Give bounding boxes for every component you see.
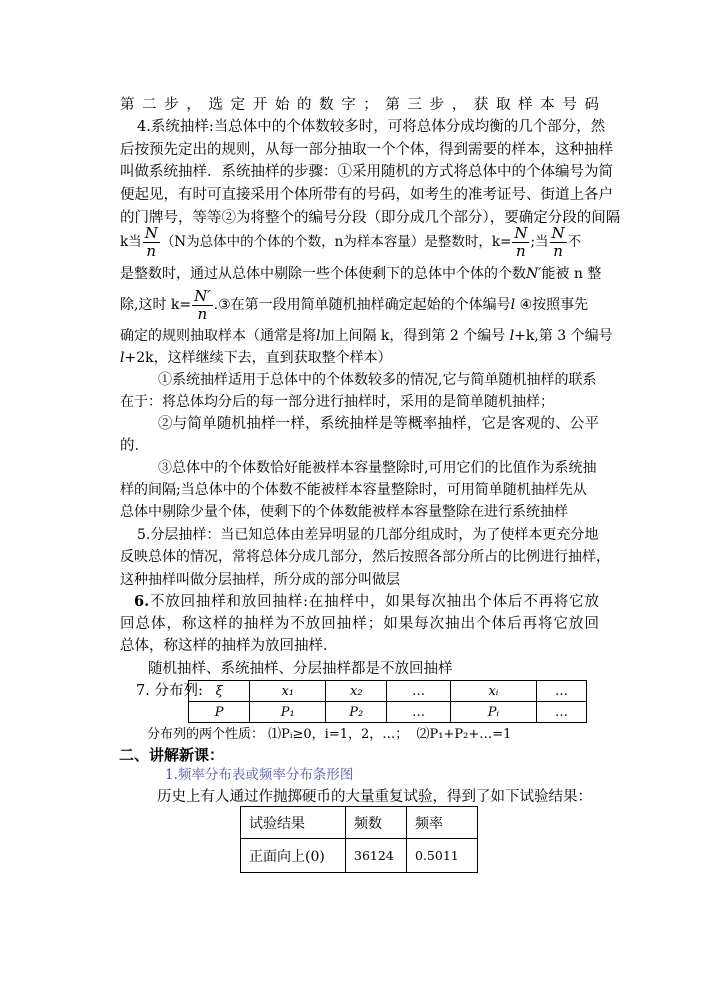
text-line: 5.分层抽样：当已知总体由差异明显的几部分组成时，为了使样本更充分地 (137, 527, 599, 543)
text-line: 确定的规则抽取样本（通常是将l加上间隔 k，得到第 2 个编号 l+k,第 3 个编号 (120, 328, 613, 344)
table-row (189, 681, 587, 702)
table-cell: … (387, 702, 450, 723)
table-cell: 0.5011 (407, 839, 478, 873)
text-line: 后按预先定出的规则，从每一部分抽取一个个体，得到需要的样本，这种抽样 (120, 142, 613, 158)
text-line: 样的间隔;当总体中的个体数不能被样本容量整除时，可用简单随机抽样先从 (120, 482, 587, 498)
table-cell: … (537, 702, 587, 723)
table-cell: x₂ (326, 681, 387, 702)
text-line: k当 $\frac{N}{n}$ （N为总体中的个体的个数，n为样本容量）是整数时，k= $\frac{N}{n}$ ;当 $\frac{N}{n}$ 不 (120, 224, 582, 260)
table-row (189, 702, 587, 723)
text-line: 的门牌号，等等②为将整个的编号分段（即分成几个部分），要确定分段的间隔 (120, 210, 621, 226)
table-cell: xᵢ (450, 681, 536, 702)
text-line: 随机抽样、系统抽样、分层抽样都是不放回抽样 (148, 661, 453, 677)
text-line: 第二步，选定开始的数字；第三步，获取样本号码 (120, 97, 599, 113)
table-row (241, 839, 478, 873)
text-line: 总体，称这样的抽样为放回抽样． (120, 638, 338, 654)
table-header-cell: 试验结果 (241, 807, 346, 839)
text-line: 7. 分布列: (136, 683, 203, 699)
intro-text: 历史上有人通过作抛掷硬币的大量重复试验，得到了如下试验结果： (157, 789, 592, 805)
text-line: 叫做系统抽样．系统抽样的步骤：①采用随机的方式将总体中的个体编号为简 (120, 164, 613, 180)
text-line: 总体中剔除少量个体，使剩下的个体数能被样本容量整除在进行系统抽样 (120, 504, 568, 520)
table-cell: 36124 (346, 839, 407, 873)
distribution-table (188, 680, 587, 723)
text-line: 便起见，有时可直接采用个体所带有的号码，如考生的准考证号、街道上各户 (120, 187, 613, 203)
text-line: 的． (120, 438, 149, 454)
table-cell: x₁ (250, 681, 326, 702)
table-cell: P (189, 702, 250, 723)
text-line: 除,这时 k= $\frac{N'}{n}$ .③在第一段用简单随机抽样确定起始的个体编号l ④按照事先 (120, 286, 589, 323)
text-line: 4.系统抽样:当总体中的个体数较多时，可将总体分成均衡的几个部分，然 (137, 119, 606, 135)
text-line: 在于：将总体均分后的每一部分进行抽样时，采用的是简单随机抽样； (120, 394, 554, 410)
table-cell: 正面向上(0) (241, 839, 346, 873)
table-cell: ξ (189, 681, 250, 702)
section-heading: 二、讲解新课： (119, 746, 225, 764)
properties-line: 分布列的两个性质： ⑴Pᵢ≥0，i=1，2，…； ⑵P₁+P₂+…=1 (147, 727, 512, 742)
table-cell: P₂ (326, 702, 387, 723)
table-cell: … (537, 681, 587, 702)
subheading: 1.频率分布表或频率分布条形图 (165, 767, 354, 783)
text-line: ③总体中的个体数恰好能被样本容量整除时,可用它们的比值作为系统抽 (158, 460, 597, 476)
table-cell: Pᵢ (450, 702, 536, 723)
table-header-cell: 频数 (346, 807, 407, 839)
text-line: 这种抽样叫做分层抽样，所分成的部分叫做层 (120, 572, 400, 588)
text-line: ②与简单随机抽样一样，系统抽样是等概率抽样，它是客观的、公平 (158, 416, 599, 432)
table-header-cell: 频率 (407, 807, 478, 839)
text-line: 回总体，称这样的抽样为不放回抽样；如果每次抽出个体后再将它放回 (120, 616, 599, 632)
table-header-row (241, 807, 478, 839)
text-line: ①系统抽样适用于总体中的个体数较多的情况,它与简单随机抽样的联系 (158, 372, 597, 388)
frequency-table (240, 806, 478, 873)
text-line: 是整数时，通过从总体中剔除一些个体使剩下的总体中个体的个数N′能被 n 整 (120, 266, 602, 282)
text-line: l+2k，这样继续下去，直到获取整个样本） (120, 350, 392, 366)
table-cell: P₁ (250, 702, 326, 723)
table-cell: … (387, 681, 450, 702)
text-line: 反映总体的情况，常将总体分成几部分，然后按照各部分所占的比例进行抽样， (120, 549, 610, 565)
text-line: 6.不放回抽样和放回抽样:在抽样中，如果每次抽出个体后不再将它放 (134, 593, 599, 610)
